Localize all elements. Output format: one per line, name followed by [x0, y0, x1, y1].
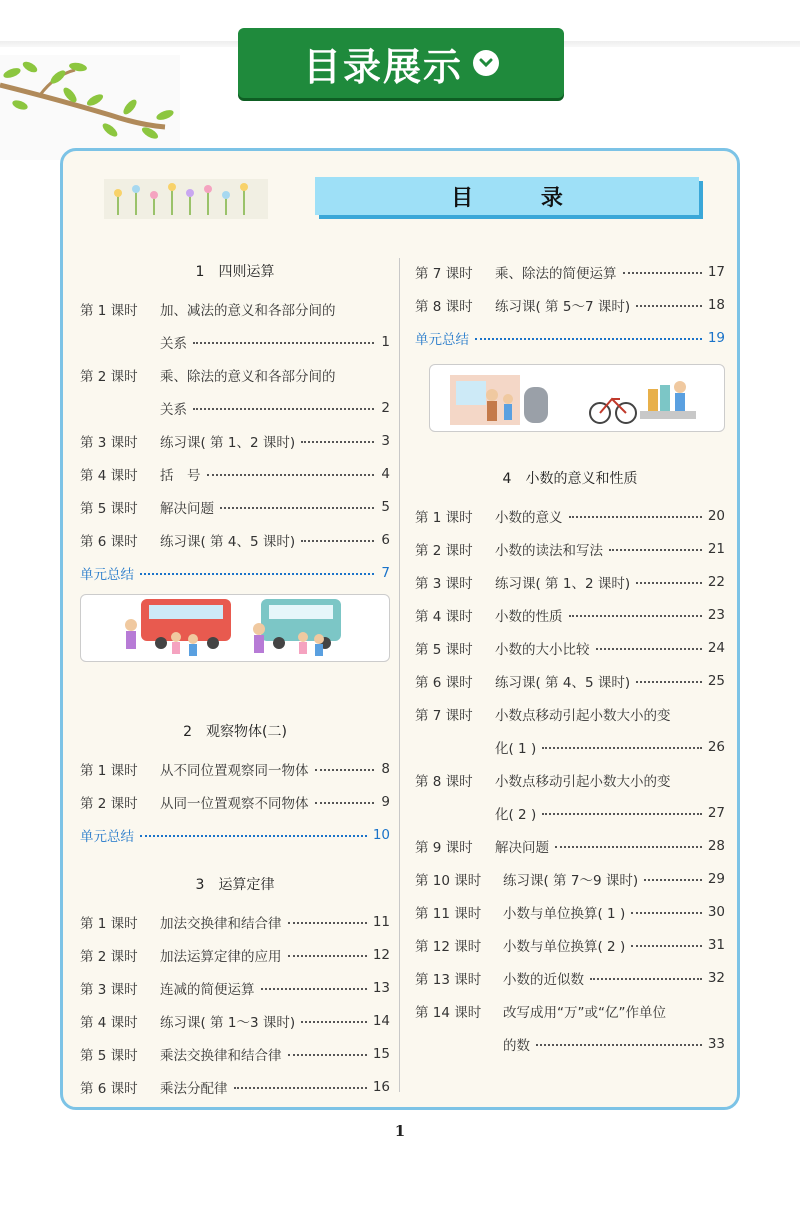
lesson-label: 第 10 课时 [415, 872, 482, 889]
toc-entry[interactable] [415, 598, 725, 631]
shop-bike-illustration [429, 364, 725, 432]
lesson-title: 乘法交换律和结合律 [160, 1047, 282, 1064]
page-number: 27 [707, 804, 725, 821]
page-number: 9 [381, 793, 390, 810]
lesson-label: 第 8 课时 [415, 298, 473, 315]
lesson-label: 第 2 课时 [80, 948, 138, 965]
leader-dots [596, 648, 702, 650]
lesson-title: 小数的近似数 [503, 971, 584, 988]
leader-dots [288, 922, 367, 924]
page-number: 23 [707, 606, 725, 623]
lesson-label: 第 5 课时 [80, 1047, 138, 1064]
lesson-label: 第 2 课时 [415, 542, 473, 559]
page-number: 28 [707, 837, 725, 854]
toc-entry[interactable] [80, 523, 390, 556]
lesson-title: 连减的简便运算 [160, 981, 255, 998]
branch-illustration [0, 55, 180, 160]
page-number: 4 [381, 465, 390, 482]
lesson-title-continued: 关系 [160, 401, 187, 418]
lesson-title: 改写成用“万”或“亿”作单位 [503, 1004, 666, 1021]
lesson-title: 小数点移动引起小数大小的变 [495, 773, 671, 790]
leader-dots [193, 408, 374, 410]
summary-label: 单元总结 [415, 331, 469, 348]
leader-dots [301, 1021, 367, 1023]
leader-dots [140, 573, 374, 575]
toc-entry[interactable] [80, 1004, 390, 1037]
toc-entry[interactable] [80, 292, 390, 325]
page-number: 25 [707, 672, 725, 689]
lesson-title: 练习课( 第 5～7 课时) [495, 298, 631, 315]
lesson-label: 第 11 课时 [415, 905, 482, 922]
lesson-title: 练习课( 第 7～9 课时) [503, 872, 639, 889]
toc-entry[interactable] [415, 928, 725, 961]
page-number: 5 [381, 498, 390, 515]
page-number: 21 [707, 540, 725, 557]
leader-dots [475, 338, 702, 340]
leader-dots [301, 441, 374, 443]
contents-header [315, 177, 699, 215]
lesson-title: 小数的意义 [495, 509, 563, 526]
lesson-title: 练习课( 第 4、5 课时) [495, 674, 631, 691]
leader-dots [631, 945, 702, 947]
page-number: 1 [381, 333, 390, 350]
leader-dots [288, 1054, 367, 1056]
toc-entry[interactable] [415, 961, 725, 994]
toc-entry[interactable] [80, 424, 390, 457]
toc-entry[interactable] [80, 752, 390, 785]
unit-summary-entry[interactable] [80, 818, 390, 851]
leader-dots [542, 813, 702, 815]
lesson-title: 乘、除法的简便运算 [495, 265, 617, 282]
page-number: 29 [707, 870, 725, 887]
banner-title: 目录展示 [302, 44, 463, 89]
page-number: 14 [372, 1012, 390, 1029]
toc-entry-continued[interactable] [415, 730, 725, 763]
lesson-title-continued: 关系 [160, 335, 187, 352]
leader-dots [636, 681, 702, 683]
toc-entry-continued[interactable] [80, 391, 390, 424]
toc-entry[interactable] [80, 938, 390, 971]
toc-entry[interactable] [80, 971, 390, 1004]
page-number: 6 [381, 531, 390, 548]
toc-entry[interactable] [415, 499, 725, 532]
leader-dots [193, 342, 374, 344]
leader-dots [220, 507, 374, 509]
right-column [415, 255, 725, 1060]
page-number: 31 [707, 936, 725, 953]
leader-dots [315, 769, 375, 771]
leader-dots [536, 1044, 702, 1046]
leader-dots [288, 955, 367, 957]
lesson-title: 小数的性质 [495, 608, 563, 625]
lesson-title: 从同一位置观察不同物体 [160, 795, 309, 812]
lesson-label: 第 6 课时 [415, 674, 473, 691]
lesson-title: 小数的读法和写法 [495, 542, 603, 559]
page-number: 22 [707, 573, 725, 590]
page-number: 2 [381, 399, 390, 416]
page-number: 17 [707, 263, 725, 280]
toc-entry[interactable] [80, 905, 390, 938]
leader-dots [207, 474, 375, 476]
lesson-label: 第 2 课时 [80, 368, 138, 385]
lesson-label: 第 12 课时 [415, 938, 482, 955]
summary-label: 单元总结 [80, 566, 134, 583]
leader-dots [636, 305, 702, 307]
toc-entry-continued[interactable] [415, 1027, 725, 1060]
unit-title: 3 运算定律 [195, 877, 275, 893]
leader-dots [609, 549, 702, 551]
chevron-down-icon [473, 50, 499, 76]
page-number: 24 [707, 639, 725, 656]
catalog-banner [238, 28, 564, 98]
lesson-label: 第 7 课时 [415, 265, 473, 282]
left-column [80, 258, 390, 1103]
bus-illustration [80, 594, 390, 662]
lesson-label: 第 7 课时 [415, 707, 473, 724]
page-number: 7 [381, 564, 390, 581]
lesson-title: 解决问题 [160, 500, 214, 517]
leader-dots [234, 1087, 367, 1089]
page-footer-number: 1 [394, 1122, 406, 1140]
spacer [415, 440, 725, 465]
spacer [80, 851, 390, 871]
lesson-label: 第 3 课时 [80, 981, 138, 998]
lesson-label: 第 8 课时 [415, 773, 473, 790]
toc-entry[interactable] [415, 697, 725, 730]
page-number: 26 [707, 738, 725, 755]
page-number: 8 [381, 760, 390, 777]
lesson-title: 小数的大小比较 [495, 641, 590, 658]
lesson-title-continued: 化( 2 ) [495, 806, 537, 823]
toc-entry[interactable] [80, 1037, 390, 1070]
lesson-title: 小数与单位换算( 2 ) [503, 938, 626, 955]
toc-entry[interactable] [415, 994, 725, 1027]
lesson-title: 乘、除法的意义和各部分间的 [160, 368, 336, 385]
lesson-title: 加法交换律和结合律 [160, 915, 282, 932]
lesson-label: 第 5 课时 [80, 500, 138, 517]
leader-dots [636, 582, 702, 584]
toc-entry-continued[interactable] [415, 796, 725, 829]
lesson-label: 第 1 课时 [80, 302, 138, 319]
toc-entry[interactable] [415, 895, 725, 928]
leader-dots [261, 988, 367, 990]
lesson-label: 第 3 课时 [415, 575, 473, 592]
lesson-label: 第 3 课时 [80, 434, 138, 451]
lesson-label: 第 2 课时 [80, 795, 138, 812]
page-number: 18 [707, 296, 725, 313]
lesson-label: 第 4 课时 [80, 1014, 138, 1031]
toc-entry[interactable] [415, 565, 725, 598]
lesson-title-continued: 的数 [503, 1037, 530, 1054]
lesson-title: 小数点移动引起小数大小的变 [495, 707, 671, 724]
page-number: 32 [707, 969, 725, 986]
leader-dots [631, 912, 702, 914]
leader-dots [623, 272, 702, 274]
lesson-label: 第 9 课时 [415, 839, 473, 856]
lesson-label: 第 13 课时 [415, 971, 482, 988]
toc-entry-continued[interactable] [80, 325, 390, 358]
lesson-label: 第 4 课时 [415, 608, 473, 625]
lesson-title: 练习课( 第 1～3 课时) [160, 1014, 296, 1031]
unit-title: 4 小数的意义和性质 [502, 471, 638, 487]
toc-entry[interactable] [80, 358, 390, 391]
leader-dots [301, 540, 374, 542]
lesson-label: 第 14 课时 [415, 1004, 482, 1021]
leader-dots [555, 846, 702, 848]
lesson-title: 小数与单位换算( 1 ) [503, 905, 626, 922]
toc-entry[interactable] [80, 490, 390, 523]
lesson-title: 从不同位置观察同一物体 [160, 762, 309, 779]
lesson-label: 第 5 课时 [415, 641, 473, 658]
page-number: 10 [372, 826, 390, 843]
page-number: 16 [372, 1078, 390, 1095]
page-number: 20 [707, 507, 725, 524]
unit-title: 2 观察物体(二) [183, 724, 287, 740]
lesson-title: 练习课( 第 1、2 课时) [495, 575, 631, 592]
toc-entry[interactable] [415, 631, 725, 664]
unit-summary-entry[interactable] [415, 321, 725, 354]
page-number: 19 [707, 329, 725, 346]
toc-entry[interactable] [80, 457, 390, 490]
lesson-title: 解决问题 [495, 839, 549, 856]
page-number: 13 [372, 979, 390, 996]
toc-entry[interactable] [415, 664, 725, 697]
page-number: 15 [372, 1045, 390, 1062]
leader-dots [315, 802, 375, 804]
flowers-illustration [104, 179, 268, 219]
leader-dots [542, 747, 702, 749]
leader-dots [590, 978, 702, 980]
lesson-label: 第 4 课时 [80, 467, 138, 484]
toc-entry[interactable] [415, 829, 725, 862]
leader-dots [569, 516, 702, 518]
toc-entry[interactable] [415, 288, 725, 321]
lesson-title: 加法运算定律的应用 [160, 948, 282, 965]
toc-entry[interactable] [80, 785, 390, 818]
lesson-title: 练习课( 第 4、5 课时) [160, 533, 296, 550]
lesson-title-continued: 化( 1 ) [495, 740, 537, 757]
page-number: 30 [707, 903, 725, 920]
lesson-title: 练习课( 第 1、2 课时) [160, 434, 296, 451]
lesson-label: 第 1 课时 [80, 915, 138, 932]
toc-entry[interactable] [415, 532, 725, 565]
lesson-label: 第 1 课时 [415, 509, 473, 526]
lesson-title: 乘法分配律 [160, 1080, 228, 1097]
lesson-label: 第 1 课时 [80, 762, 138, 779]
lesson-title: 括 号 [160, 467, 201, 484]
leader-dots [644, 879, 702, 881]
toc-entry[interactable] [80, 1070, 390, 1103]
leader-dots [569, 615, 702, 617]
toc-entry[interactable] [415, 255, 725, 288]
unit-title: 1 四则运算 [195, 264, 275, 280]
toc-entry[interactable] [415, 862, 725, 895]
page-number: 11 [372, 913, 390, 930]
leader-dots [140, 835, 367, 837]
page-number: 12 [372, 946, 390, 963]
page-number: 33 [707, 1035, 725, 1052]
summary-label: 单元总结 [80, 828, 134, 845]
lesson-label: 第 6 课时 [80, 533, 138, 550]
page-number: 3 [381, 432, 390, 449]
lesson-title: 加、减法的意义和各部分间的 [160, 302, 336, 319]
contents-title: 目 录 [451, 185, 593, 211]
column-divider [399, 258, 400, 1092]
lesson-label: 第 6 课时 [80, 1080, 138, 1097]
toc-entry[interactable] [415, 763, 725, 796]
spacer [80, 670, 390, 718]
